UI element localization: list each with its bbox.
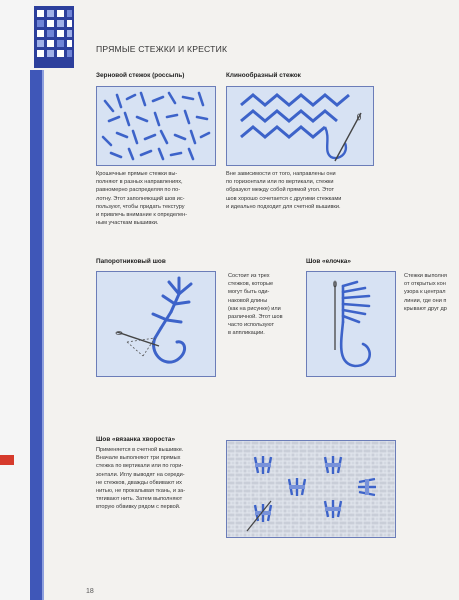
fern-stitch-heading: Папоротниковый шов — [96, 258, 166, 265]
red-edge-mark — [0, 455, 14, 465]
herringbone-stitch-icon — [307, 272, 395, 376]
accent-band-highlight — [42, 70, 44, 600]
grain-stitch-text: Крошечные прямые стежки вы- полняют в разных направлениях, равномерно распределяя по по- лотну. Этот заполняющий шов ис- пользуют, чтобы придать текстуру и привлечь внимание к определен- ным участкам вышивки. — [96, 171, 188, 227]
page-title: ПРЯМЫЕ СТЕЖКИ И КРЕСТИК — [96, 44, 228, 54]
herringbone-stitch-illustration — [306, 271, 396, 377]
fern-stitch-text: Состоит из трех стежков, которые могут быть оди- наковой длины (как на рисунке) или различной. Этот шов часто используют в аппликации. — [228, 273, 283, 337]
wedge-stitch-text: Вне зависимости от того, направлены они по горизонтали или по вертикали, стежки образуют между собой прямой угол. Этот шов хорошо сочетается с другими стежками и идеально подходит для счетной вышивки. — [226, 171, 342, 210]
fern-stitch-illustration — [96, 271, 216, 377]
sheaf-stitch-illustration — [226, 440, 396, 538]
sheaf-stitch-icon — [227, 441, 395, 537]
herringbone-stitch-heading: Шов «елочка» — [306, 258, 351, 265]
wedge-stitch-icon — [227, 87, 373, 165]
wedge-stitch-heading: Клинообразный стежок — [226, 72, 301, 79]
grain-stitch-icon — [97, 87, 215, 165]
sheaf-stitch-heading: Шов «вязанка хвороста» — [96, 436, 176, 443]
grain-stitch-illustration — [96, 86, 216, 166]
accent-band — [30, 70, 42, 600]
left-margin — [0, 0, 34, 600]
page-number: 18 — [86, 588, 94, 595]
wedge-stitch-illustration — [226, 86, 374, 166]
sheaf-stitch-text: Применяется в счетной вышивке. Вначале выполняют три прямых стежка по вертикали или по гори- зонтали. Иглу выводят на середи- не стежков, дважды обвивают их нитью, не прокалывая ткань, и за- тягивают нить. Затем выполняют вторую обвивку рядом с первой. — [96, 447, 186, 511]
header-tiles-icon — [34, 6, 74, 68]
grain-stitch-heading: Зерновой стежок (россыпь) — [96, 72, 185, 79]
herringbone-stitch-text: Стежки выполня от открытых кон узора к централ линии, где они п крывают друг др — [404, 273, 447, 312]
fern-stitch-icon — [97, 272, 215, 376]
